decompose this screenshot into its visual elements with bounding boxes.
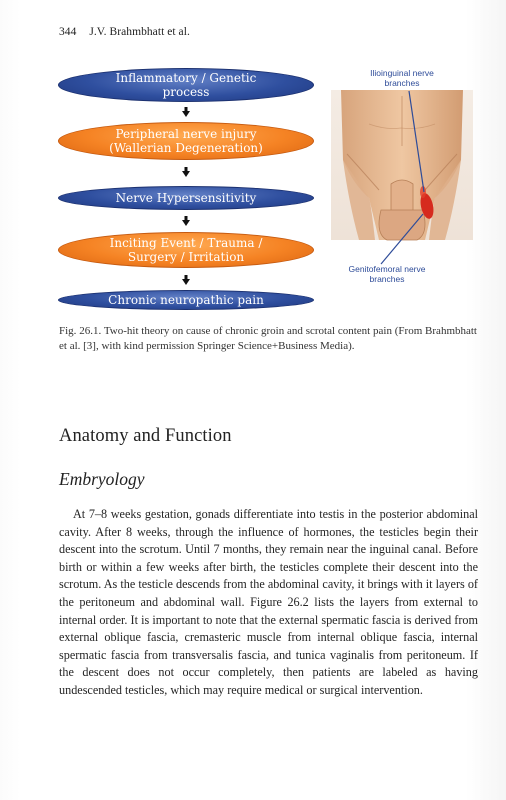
- page-number: 344: [59, 26, 77, 38]
- two-hit-flowchart: [58, 64, 314, 314]
- flow-step-chronic-neuropathic-pain-line1: Chronic neuropathic pain: [108, 293, 264, 307]
- ilioinguinal-nerve-label-line2: branches: [384, 78, 420, 88]
- ilioinguinal-nerve-label-line1: Ilioinguinal nerve: [370, 68, 434, 78]
- flow-step-inflammatory: [58, 68, 314, 102]
- flow-arrow-down-icon: [182, 107, 190, 117]
- flow-arrow-down-icon: [182, 275, 190, 285]
- flow-step-inciting-event-line2: Surgery / Irritation: [127, 250, 245, 264]
- figure-caption: Fig. 26.1. Two-hit theory on cause of chronic groin and scrotal content pain (From Brahmbhatt et al. [3], with kind permission Springer Science+Business Media).: [59, 325, 477, 352]
- section-heading: Anatomy and Function: [59, 426, 232, 446]
- flow-step-inciting-event: [58, 232, 314, 268]
- flow-arrow-down-icon: [182, 216, 190, 226]
- flow-step-inciting-event-line1: Inciting Event / Trauma /: [109, 236, 263, 250]
- subsection-heading: Embryology: [59, 469, 145, 489]
- flow-step-peripheral-nerve-injury-line1: Peripheral nerve injury: [115, 127, 257, 141]
- flow-step-peripheral-nerve-injury: [58, 122, 314, 160]
- flow-step-peripheral-nerve-injury-line2: (Wallerian Degeneration): [109, 141, 263, 155]
- groin-anatomy-illustration: [329, 64, 475, 290]
- groin-anatomy-drawing: [329, 64, 475, 290]
- genitofemoral-nerve-label: [329, 264, 445, 284]
- running-header-authors: J.V. Brahmbhatt et al.: [89, 26, 190, 38]
- flow-step-chronic-neuropathic-pain: [58, 290, 314, 310]
- genitofemoral-nerve-label-line1: Genitofemoral nerve: [348, 264, 426, 274]
- body-paragraph: At 7–8 weeks gestation, gonads differentiate into testis in the posterior abdominal cavity. After 8 weeks, through the influence of hormones, the testicles begin their descent into the scrotum. Until 7 months, they remain near the inguinal canal. Before birth or within a few weeks after birth, the testicles complete their descent into the scrotum. As the testicle descends from the abdominal cavity, it brings with it layers of the peritoneum and abdominal wall. Figure 26.2 lists the layers from external to internal order. It is important to note that the external spermatic fascia is derived from external oblique fascia, cremasteric muscle from internal oblique fascia, internal spermatic fascia from transversalis fascia, and tunica vaginalis from peritoneum. If the descent does not occur completely, then patients are labeled as having undescended testicles, which may require medical or surgical intervention.: [59, 507, 478, 697]
- flow-arrow-down-icon: [182, 167, 190, 177]
- flow-step-nerve-hypersensitivity: [58, 186, 314, 210]
- genitofemoral-nerve-label-line2: branches: [369, 274, 405, 284]
- flow-step-nerve-hypersensitivity-line1: Nerve Hypersensitivity: [115, 191, 257, 205]
- running-header: [59, 26, 190, 38]
- flow-step-inflammatory-line2: process: [162, 85, 210, 99]
- flow-step-inflammatory-line1: Inflammatory / Genetic: [115, 71, 257, 85]
